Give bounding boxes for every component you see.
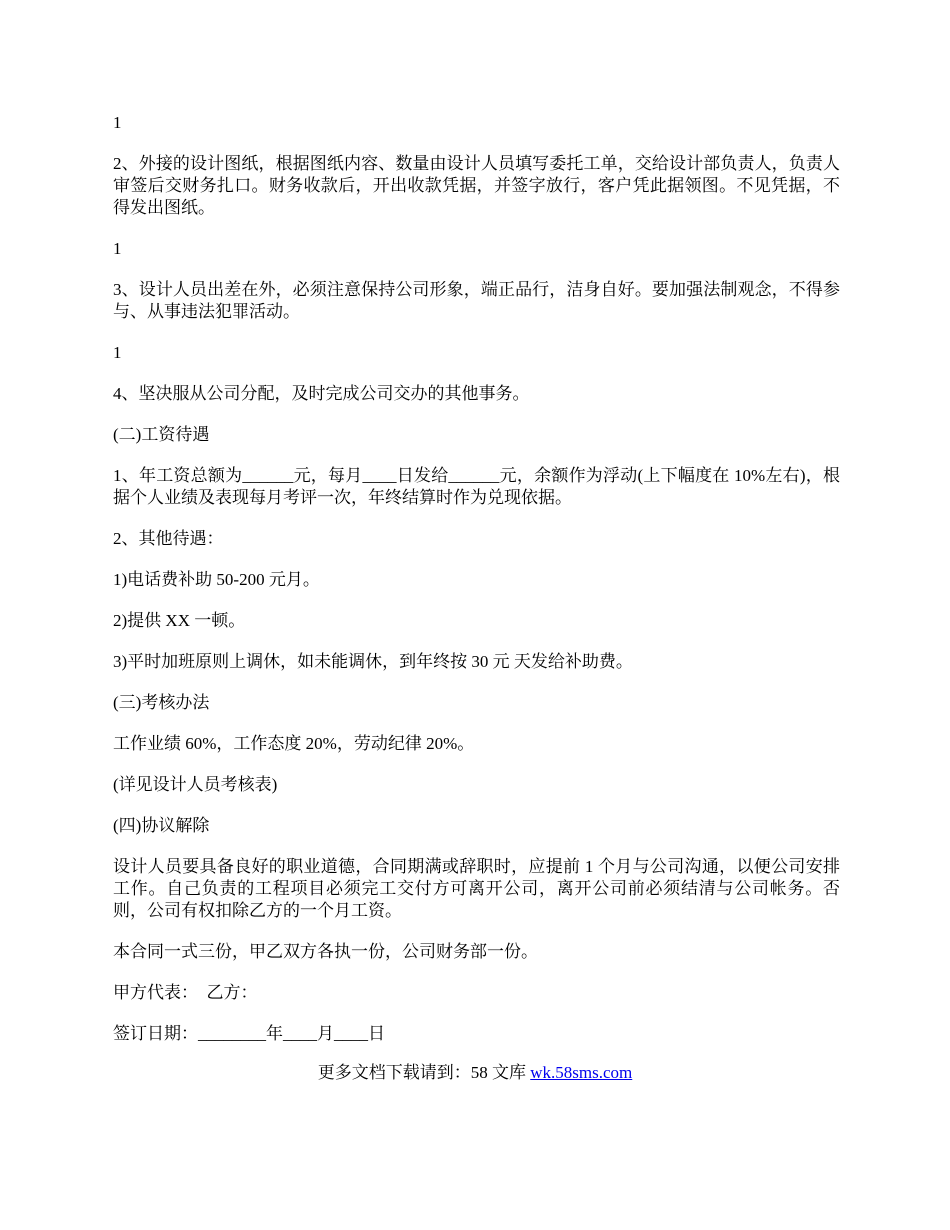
paragraph: (详见设计人员考核表) [113,775,278,794]
paragraph: 1)电话费补助 50-200 元月。 [113,570,320,589]
section-heading: (三)考核办法 [113,693,210,712]
paragraph: 设计人员要具备良好的职业道德，合同期满或辞职时，应提前 1 个月与公司沟通，以便公司安排工作。自己负责的工程项目必须完工交付方可离开公司，离开公司前必须结清与公司帐务。否则，公司有权扣除乙方的一个月工资。 [113,857,840,920]
paragraph: 2、其他待遇： [113,529,224,548]
section-heading: (四)协议解除 [113,816,210,835]
paragraph: 3)平时加班原则上调休，如未能调休，到年终按 30 元 天发给补助费。 [113,652,633,671]
paragraph: 2、外接的设计图纸，根据图纸内容、数量由设计人员填写委托工单，交给设计部负责人，负责人审签后交财务扎口。财务收款后，开出收款凭据，并签字放行，客户凭此据领图。不见凭据，不得发出图纸。 [113,154,840,217]
signature-line: 甲方代表： 乙方： [113,983,258,1002]
document-body [113,112,840,1064]
paragraph: 工作业绩 60%，工作态度 20%，劳动纪律 20%。 [113,734,475,753]
footer-text: 更多文档下载请到：58 文库 [317,1063,531,1082]
section-heading: (二)工资待遇 [113,425,210,444]
paragraph: 3、设计人员出差在外，必须注意保持公司形象，端正品行，洁身自好。要加强法制观念，不得参与、从事违法犯罪活动。 [113,280,840,321]
paragraph: 1、年工资总额为______元，每月____日发给______元，余额作为浮动(上下幅度在 10%左右)，根据个人业绩及表现每月考评一次，年终结算时作为兑现依据。 [113,466,840,507]
date-line: 签订日期：________年____月____日 [113,1024,385,1043]
paragraph: 2)提供 XX 一顿。 [113,611,246,630]
paragraph: 1 [113,343,122,362]
footer-link[interactable]: wk.58sms.com [530,1063,633,1082]
paragraph: 1 [113,113,122,132]
paragraph: 本合同一式三份，甲乙双方各执一份，公司财务部一份。 [113,942,538,961]
paragraph: 1 [113,239,122,258]
footer [0,1062,950,1084]
paragraph: 4、坚决服从公司分配，及时完成公司交办的其他事务。 [113,384,530,403]
